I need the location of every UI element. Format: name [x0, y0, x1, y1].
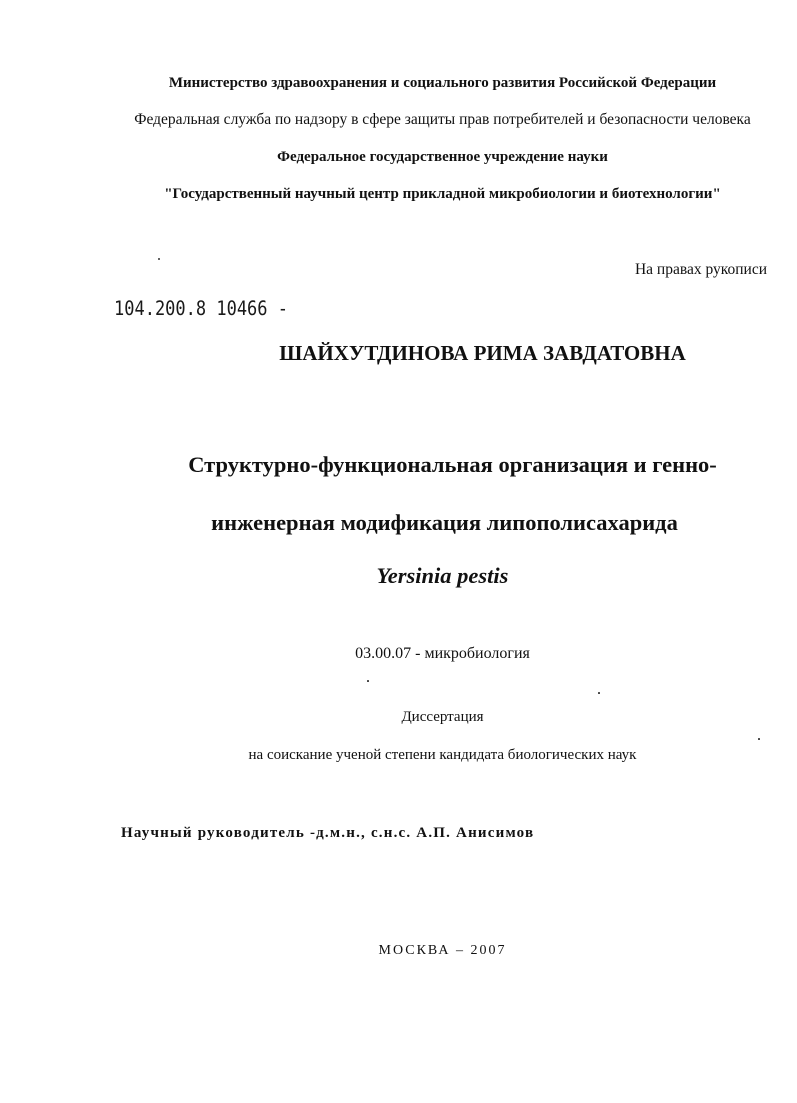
research-center-line: "Государственный научный центр прикладной микробиологии и биотехнологии": [164, 186, 721, 202]
service-line: Федеральная служба по надзору в сфере защиты прав потребителей и безопасности человека: [134, 111, 751, 128]
supervisor-line: Научный руководитель -д.м.н., с.н.с. А.П. Анисимов: [121, 825, 535, 841]
title-line-2: инженерная модификация липополисахарида: [211, 510, 678, 535]
title-line-3: Yersinia pestis: [376, 563, 509, 588]
inventory-stamp-number: 104.200.8 10466 -: [114, 297, 288, 321]
author-name: ШАЙХУТДИНОВА РИМА ЗАВДАТОВНА: [279, 341, 686, 365]
title-line-1: Структурно-функциональная организация и генно-: [188, 452, 717, 477]
scan-speck: [367, 680, 369, 682]
rights-note: На правах рукописи: [634, 261, 767, 278]
city-year: МОСКВА – 2007: [378, 943, 507, 958]
specialty-code: 03.00.07 - микробиология: [355, 645, 530, 662]
document-type: Диссертация: [401, 709, 484, 725]
institution-line: Федеральное государственное учреждение науки: [277, 149, 608, 165]
scan-speck: [758, 738, 760, 740]
scan-speck: [598, 692, 600, 694]
degree-line: на соискание ученой степени кандидата биологических наук: [248, 747, 637, 763]
scan-speck: [158, 258, 160, 260]
ministry-line: Министерство здравоохранения и социального развития Российской Федерации: [168, 75, 717, 91]
